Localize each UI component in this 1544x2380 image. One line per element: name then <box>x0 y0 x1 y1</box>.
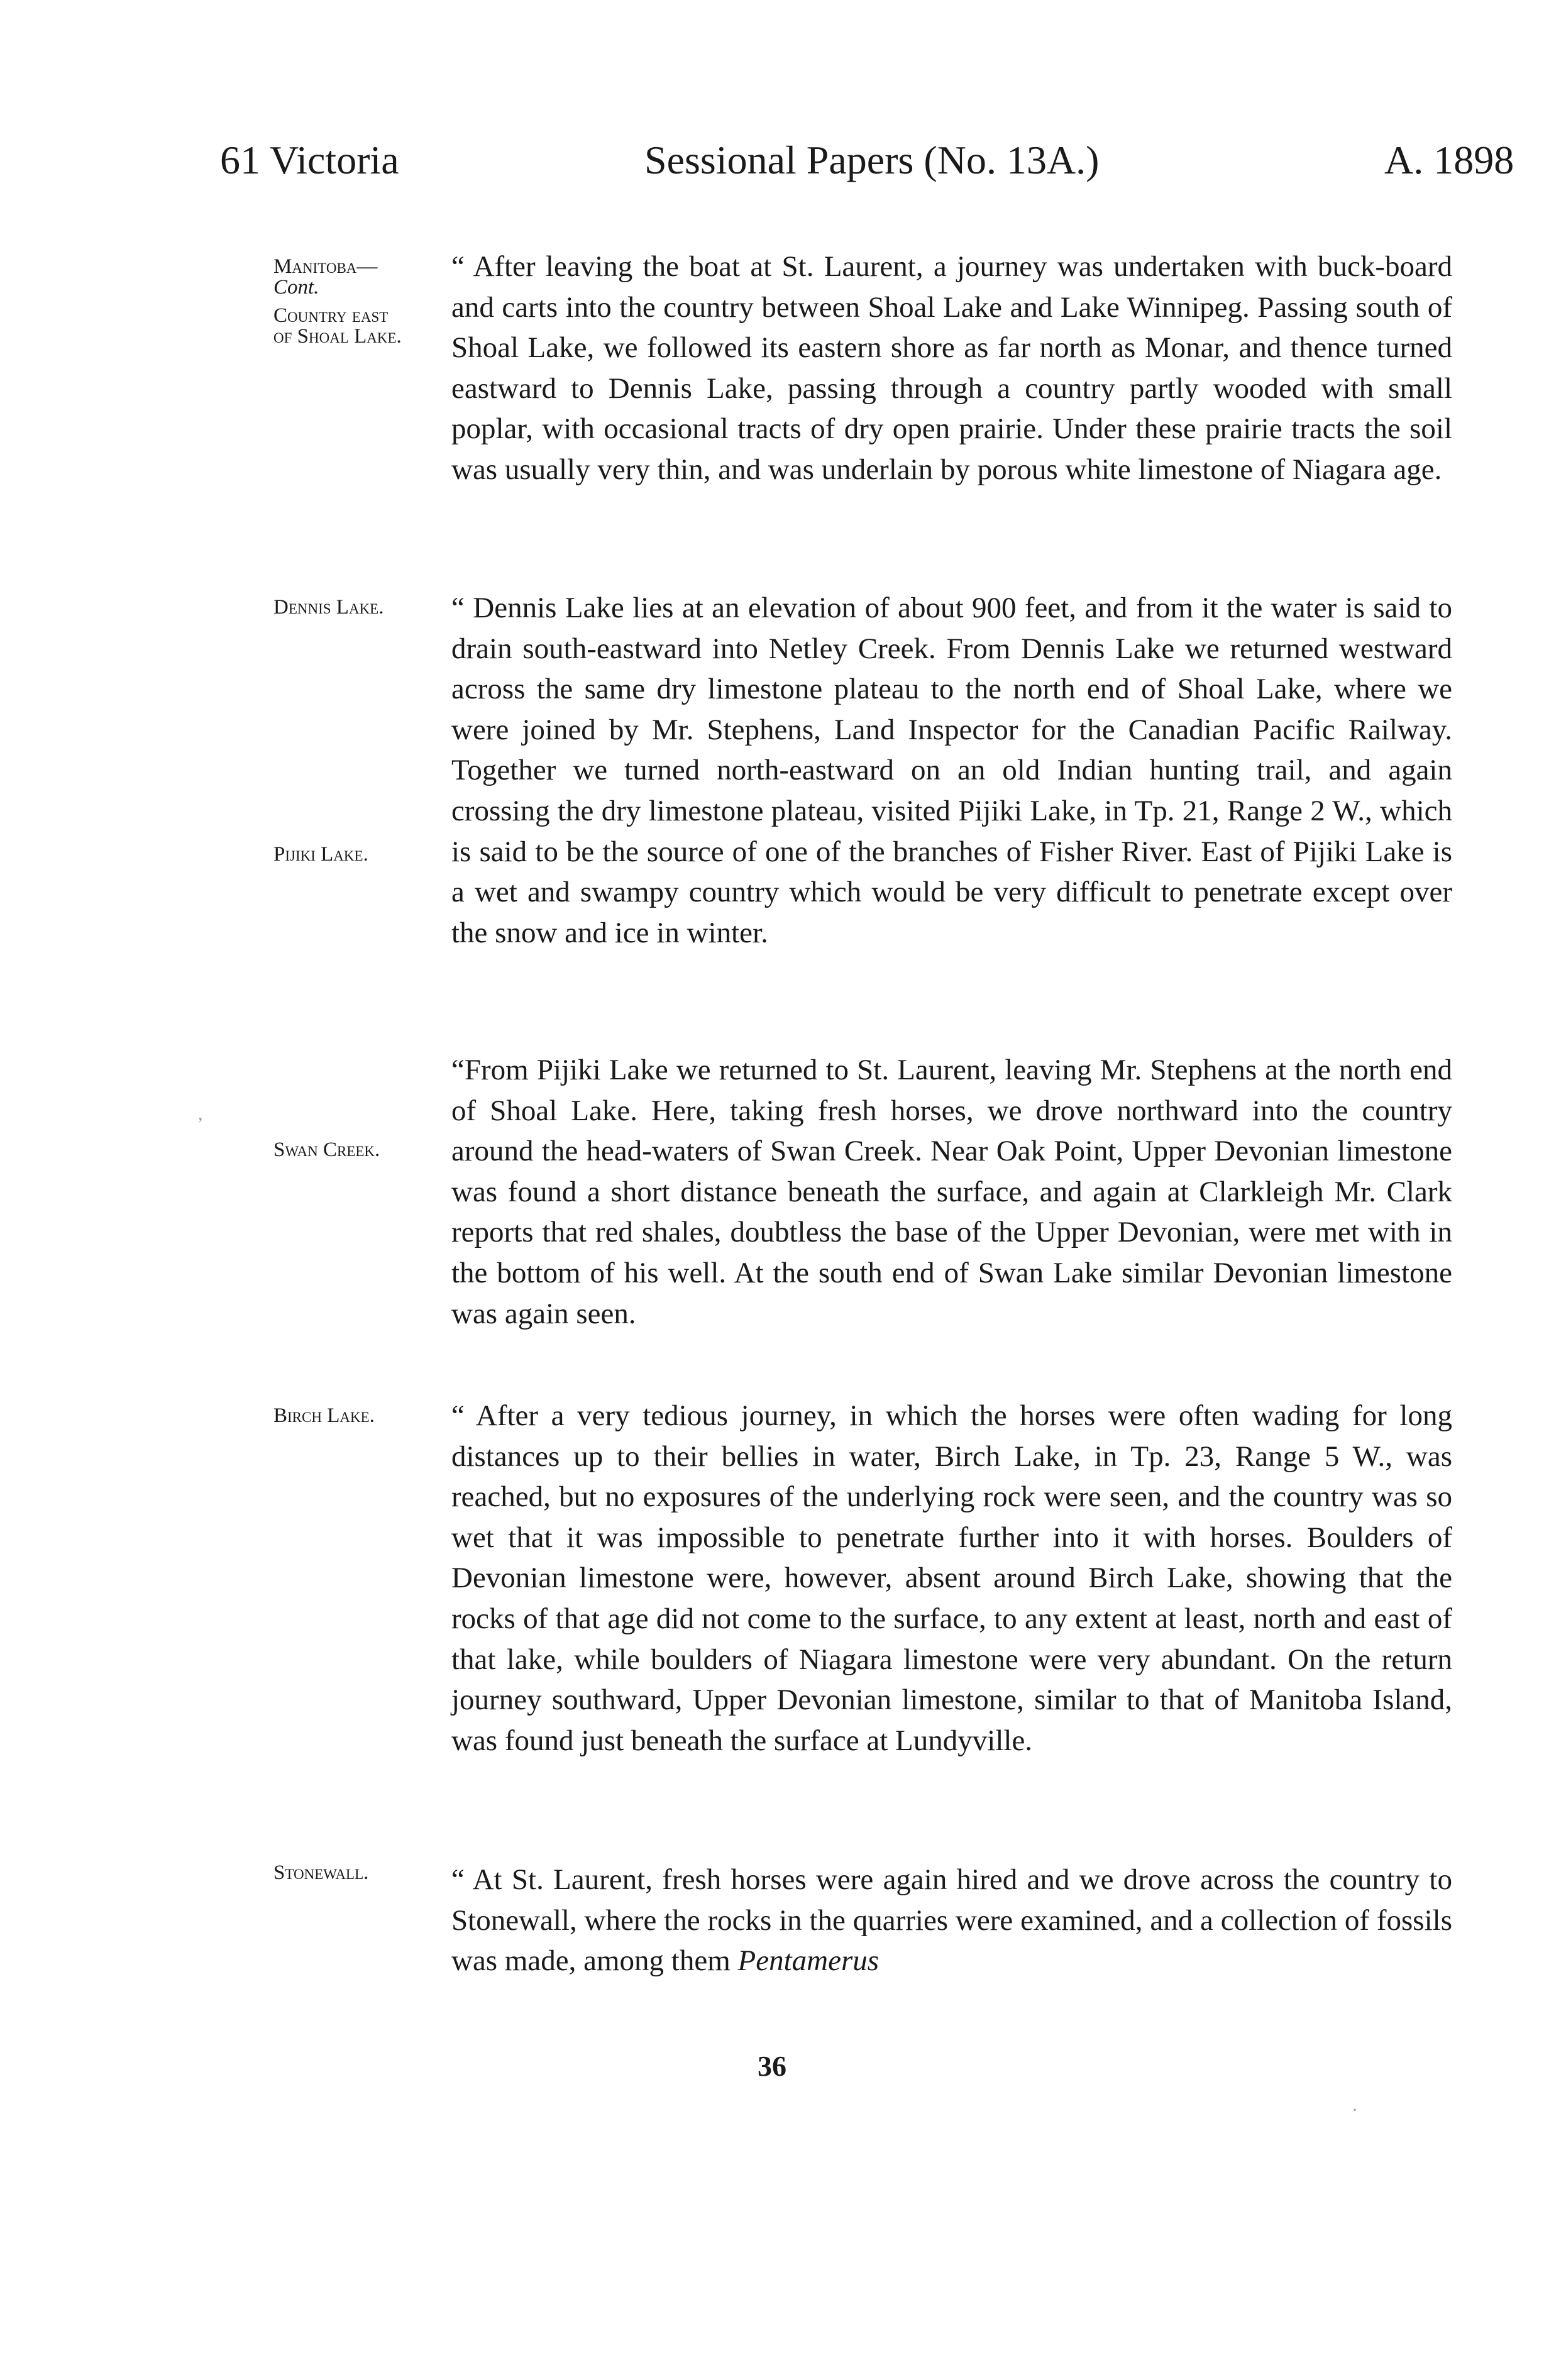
running-header <box>0 132 1544 189</box>
sidenote-dennis-lake: Dennis Lake. <box>273 596 384 619</box>
header-volume: 61 Victoria <box>220 138 399 182</box>
sidenote-manitoba-label: Manitoba— <box>273 255 378 278</box>
paragraph-birch-lake <box>451 1396 1452 1761</box>
sidenote-cont-label: Cont. <box>273 276 319 299</box>
paragraph-italic-term: Pentamerus <box>737 1944 880 1978</box>
page-number: 36 <box>758 2050 786 2082</box>
sidenote-stonewall: Stonewall. <box>273 1861 369 1884</box>
scan-speck: · <box>1352 2100 1358 2120</box>
paragraph-text: “ Dennis Lake lies at an elevation of about 900 feet, and from it the water is said to drain south-eastward into Netley Creek. From Dennis Lake we returned westward across the same dry limestone plateau to the north end of Shoal Lake, where we were joined by Mr. Stephens, Land Inspector for the Canadian Pacific Railway. Together we turned north-eastward on an old Indian hunting trail, and again crossing the dry limestone plateau, visited Pijiki Lake, in Tp. 21, Range 2 W., which is said to be the source of one of the branches of Fisher River. East of Pijiki Lake is a wet and swampy country which would be very difficult to penetrate except over the snow and ice in winter. <box>451 592 1452 949</box>
sidenote-pijiki-lake: Pijiki Lake. <box>273 843 368 866</box>
sidenote-birch-lake: Birch Lake. <box>273 1404 375 1427</box>
sidenote-swan-creek: Swan Creek. <box>273 1138 380 1161</box>
header-year: A. 1898 <box>1384 138 1514 182</box>
paragraph-stonewall <box>451 1859 1452 1981</box>
paragraph-text: “ After a very tedious journey, in which the horses were often wading for long distances up to their bellies in water, Birch Lake, in Tp. 23, Range 5 W., was reached, but no exposures of the underlying rock were seen, and the country was so wet that it was impossible to penetrate further into it with horses. Boulders of Devonian limestone were, however, absent around Birch Lake, showing that the rocks of that age did not come to the surface, to any extent at least, north and east of that lake, while boulders of Niagara limestone were very abundant. On the return journey southward, Upper Devonian limestone, similar to that of Manitoba Island, was found just beneath the surface at Lundyville. <box>451 1399 1452 1757</box>
paragraph-text: “ After leaving the boat at St. Laurent, a journey was undertaken with buck-board and carts into the country between Shoal Lake and Lake Winnipeg. Passing south of Shoal Lake, we followed its eastern shore as far north as Monar, and thence turned eastward to Dennis Lake, passing through a country partly wooded with small poplar, with occasional tracts of dry open prairie. Under these prairie tracts the soil was usually very thin, and was underlain by porous white limestone of Niagara age. <box>451 250 1452 486</box>
scan-speck: , <box>198 1103 203 1124</box>
paragraph-dennis-lake <box>451 588 1452 953</box>
sidenote-manitoba <box>273 256 443 347</box>
sidenote-country-east-line1: Country east <box>273 304 389 327</box>
paragraph-swan-creek <box>451 1050 1452 1334</box>
header-title: Sessional Papers (No. 13A.) <box>644 138 1100 182</box>
paragraph-text: “From Pijiki Lake we returned to St. Laurent, leaving Mr. Stephens at the north end of Shoal Lake. Here, taking fresh horses, we drove northward into the country around the head-waters of Swan Creek. Near Oak Point, Upper Devonian limestone was found a short distance beneath the surface, and again at Clarkleigh Mr. Clark reports that red shales, doubtless the base of the Upper Devonian, were met with in the bottom of his well. At the south end of Swan Lake similar Devonian limestone was again seen. <box>451 1054 1452 1330</box>
paragraph-country-east-shoal-lake <box>451 246 1452 490</box>
paragraph-text: “ At St. Laurent, fresh horses were again hired and we drove across the country to Stonewall, where the rocks in the quarries were examined, and a collection of fossils was made, among them <box>451 1863 1452 1978</box>
sidenote-country-east-line2: of Shoal Lake. <box>273 325 402 348</box>
